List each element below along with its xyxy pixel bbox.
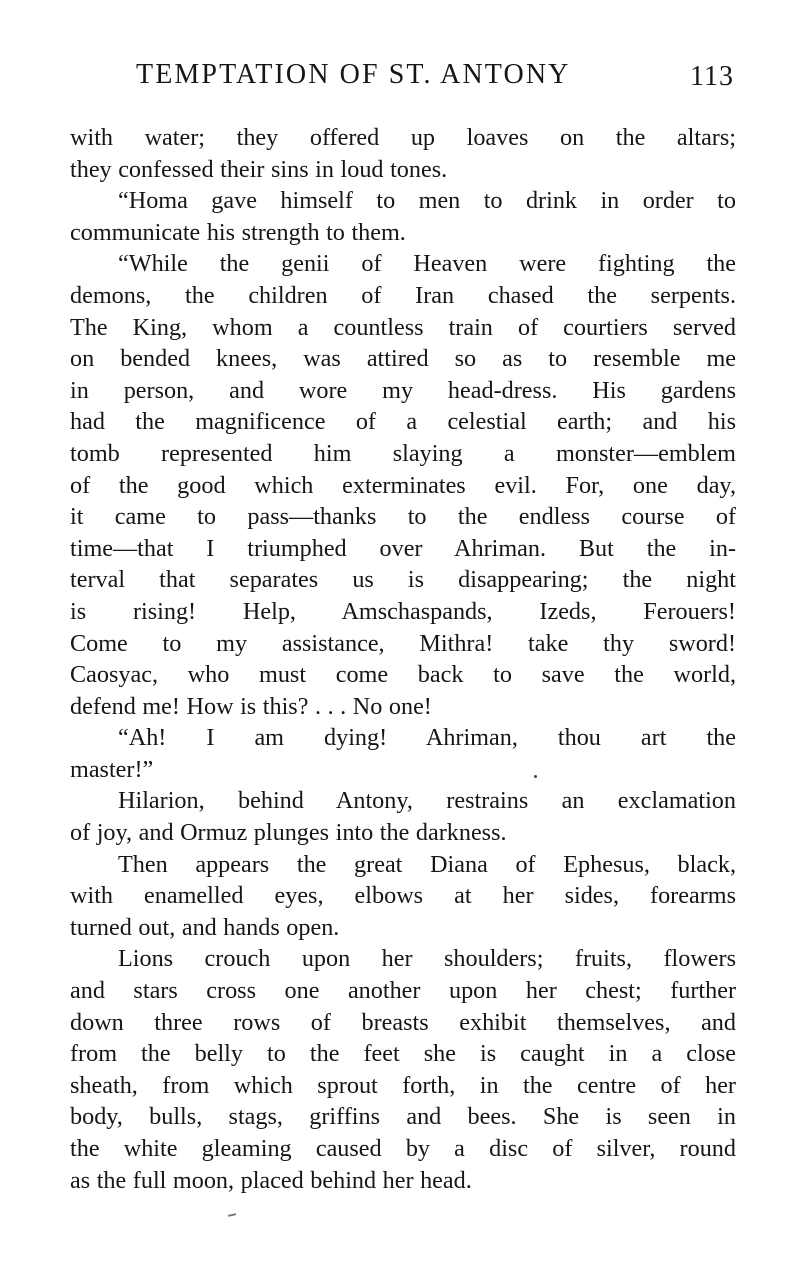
text-line: Come to my assistance, Mithra! take thy sword! (70, 629, 736, 657)
paragraph (70, 185, 736, 248)
running-head (130, 57, 740, 101)
text-line: had the magnificence of a celestial earth; and his (70, 408, 736, 436)
paragraph (70, 785, 736, 848)
text-line: it came to pass—thanks to the endless course of (70, 503, 736, 531)
text-line: they confessed their sins in loud tones. (70, 155, 448, 183)
text-line: on bended knees, was attired so as to resemble me (70, 345, 736, 373)
print-speck (534, 775, 537, 778)
text-line: master!” (70, 755, 154, 783)
paragraph (70, 248, 736, 722)
paragraph (70, 849, 736, 944)
paragraph (70, 943, 736, 1196)
text-line: “Ah! I am dying! Ahriman, thou art the (118, 724, 736, 752)
text-line: Then appears the great Diana of Ephesus, black, (118, 850, 736, 878)
text-line: “While the genii of Heaven were fighting the (118, 250, 736, 278)
text-line: The King, whom a countless train of courtiers served (70, 313, 736, 341)
text-line: demons, the children of Iran chased the serpents. (70, 281, 736, 309)
paragraph (70, 722, 736, 785)
text-line: and stars cross one another upon her chest; further (70, 977, 736, 1005)
text-line: Caosyac, who must come back to save the world, (70, 661, 736, 689)
text-line: Hilarion, behind Antony, restrains an exclamation (118, 787, 736, 815)
text-line: terval that separates us is disappearing; the night (70, 566, 736, 594)
text-line: body, bulls, stags, griffins and bees. She is seen in (70, 1103, 736, 1131)
text-line: as the full moon, placed behind her head. (70, 1166, 472, 1194)
text-line: Lions crouch upon her shoulders; fruits, flowers (118, 945, 736, 973)
text-line: sheath, from which sprout forth, in the centre of her (70, 1071, 736, 1099)
text-line: defend me! How is this? . . . No one! (70, 692, 432, 720)
text-line: tomb represented him slaying a monster—emblem (70, 439, 736, 467)
text-line: of joy, and Ormuz plunges into the darkness. (70, 819, 507, 847)
text-line: in person, and wore my head-dress. His gardens (70, 376, 736, 404)
text-line: is rising! Help, Amschaspands, Izeds, Ferouers! (70, 597, 736, 625)
text-line: with enamelled eyes, elbows at her sides, forearms (70, 882, 736, 910)
text-line: “Homa gave himself to men to drink in order to (118, 187, 736, 215)
text-line: turned out, and hands open. (70, 913, 340, 941)
text-line: time—that I triumphed over Ahriman. But the in- (70, 534, 736, 562)
text-line: down three rows of breasts exhibit themselves, and (70, 1008, 736, 1036)
text-line: communicate his strength to them. (70, 218, 406, 246)
text-line: from the belly to the feet she is caught in a close (70, 1040, 736, 1068)
text-line: of the good which exterminates evil. For, one day, (70, 471, 736, 499)
text-line: the white gleaming caused by a disc of silver, round (70, 1135, 736, 1162)
print-mark (228, 1213, 236, 1217)
running-title: TEMPTATION OF ST. ANTONY (136, 59, 571, 90)
page-number: 113 (690, 61, 734, 92)
body-text (70, 122, 736, 1196)
paragraph (70, 122, 736, 185)
text-line: with water; they offered up loaves on the altars; (70, 124, 736, 151)
